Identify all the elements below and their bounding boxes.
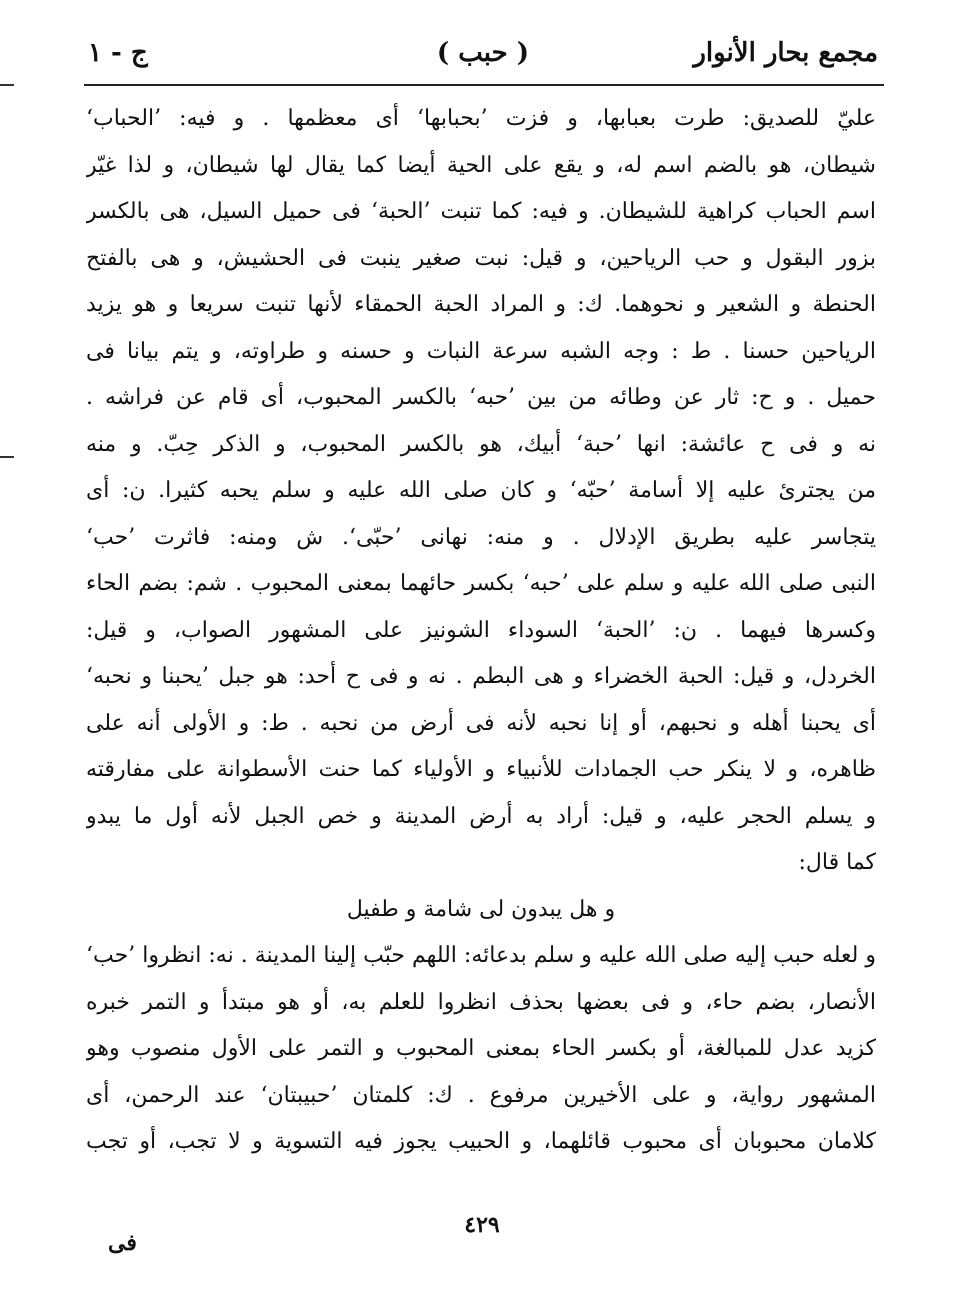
text-line: و لعله حبب إليه صلى الله عليه و سلم بدعائه: اللهم حبّب إلينا المدينة . نه: انظروا ’حب‘ [86,943,876,968]
text-line: ظاهره، و لا ينكر حب الجمادات للأنبياء و الأولياء كما حنت الأسطوانة على مفارقته [86,757,876,782]
text-line: كلامان محبوبان أى محبوب قائلهما، و الحبيب يجوز فيه التسوية و لا تجب، أو تجب [86,1129,876,1154]
text-line: أى يحبنا أهله و نحبهم، أو إنا نحبه لأنه فى أرض من نحبه . ط: و الأولى أنه على [86,710,876,736]
text-line: و يسلم الحجر عليه، و قيل: أراد به أرض المدينة و خص الجبل لأنه أول ما يبدو [86,803,876,829]
text-line: بزور البقول و حب الرياحين، و قيل: نبت صغير ينبت فى الحشيش، و هى بالفتح [86,245,876,271]
text-line: الرياحين حسنا . ط : وجه الشبه سرعة النبات و حسنه و طراوته، و يتم بيانا فى [86,338,876,364]
verse-line: و هل يبدون لى شامة و طفيل [346,896,616,922]
left-margin-mark [0,84,14,86]
text-line: شيطان، هو بالضم اسم له، و يقع على الحية أيضا كما يقال لها شيطان، و لذا غيّر [86,152,876,178]
text-line: كزيد عدل للمبالغة، أو بكسر الحاء بمعنى المحبوب و التمر على الأول منصوب وهو [86,1036,876,1061]
body-text [86,96,876,1166]
text-line: الأنصار، بضم حاء، و فى بعضها بحذف انظروا للعلم به، أو هو مبتدأ و التمر خبره [86,989,876,1015]
text-line: وكسرها فيهما . ن: ’الحبة‘ السوداء الشونيز على المشهور الصواب، و قيل: [86,617,876,643]
text-line: يتجاسر عليه بطريق الإدلال . و منه: نهانى ’حبّى‘. ش ومنه: فاثرت ’حب‘ [86,524,876,550]
text-line: اسم الحباب كراهية للشيطان. و فيه: كما تنبت ’الحبة‘ فى حميل السيل، هى بالكسر [86,199,876,224]
running-header [88,34,878,78]
page-number: ٤٢٩ [464,1212,500,1238]
text-line: من يجترئ عليه إلا أسامة ’حبّه‘ و كان صلى الله عليه و سلم يحبه كثيرا. ن: أى [86,478,876,503]
book-title: مجمع بحار الأنوار [693,38,878,68]
text-line: المشهور رواية، و على الأخيرين مرفوع . ك: كلمتان ’حبيبتان‘ عند الرحمن، أى [86,1082,876,1108]
text-line: الحنطة و الشعير و نحوهما. ك: و المراد الحبة الحمقاء لأنها تنبت سريعا و هو يزيد [86,292,876,317]
entry-topic: ( حبب ) [436,38,530,68]
text-line: نه و فى ح عائشة: انها ’حبة‘ أبيك، هو بالكسر المحبوب، و الذكر حِبّ. و منه [86,431,876,457]
header-rule [84,84,884,86]
text-line: حميل . و ح: ثار عن وطائه من بين ’حبه‘ بالكسر المحبوب، أى قام عن فراشه . [86,385,876,410]
text-line: كما قال: [798,850,876,875]
text-line: النبى صلى الله عليه و سلم على ’حبه‘ بكسر حائهما بمعنى المحبوب . شم: بضم الحاء [86,571,876,596]
text-line: عليّ للصديق: طرت بعبابها، و فزت ’بحبابها‘ أى معظمها . و فيه: ’الحباب‘ [86,106,876,131]
text-line: الخردل، و قيل: الحبة الخضراء و هى البطم . نه و فى ح أحد: هو جبل ’يحبنا و نحبه‘ [86,664,876,689]
catchword: فى [108,1230,137,1256]
left-margin-mark [0,456,14,458]
volume-label: ج - ١ [88,38,148,68]
